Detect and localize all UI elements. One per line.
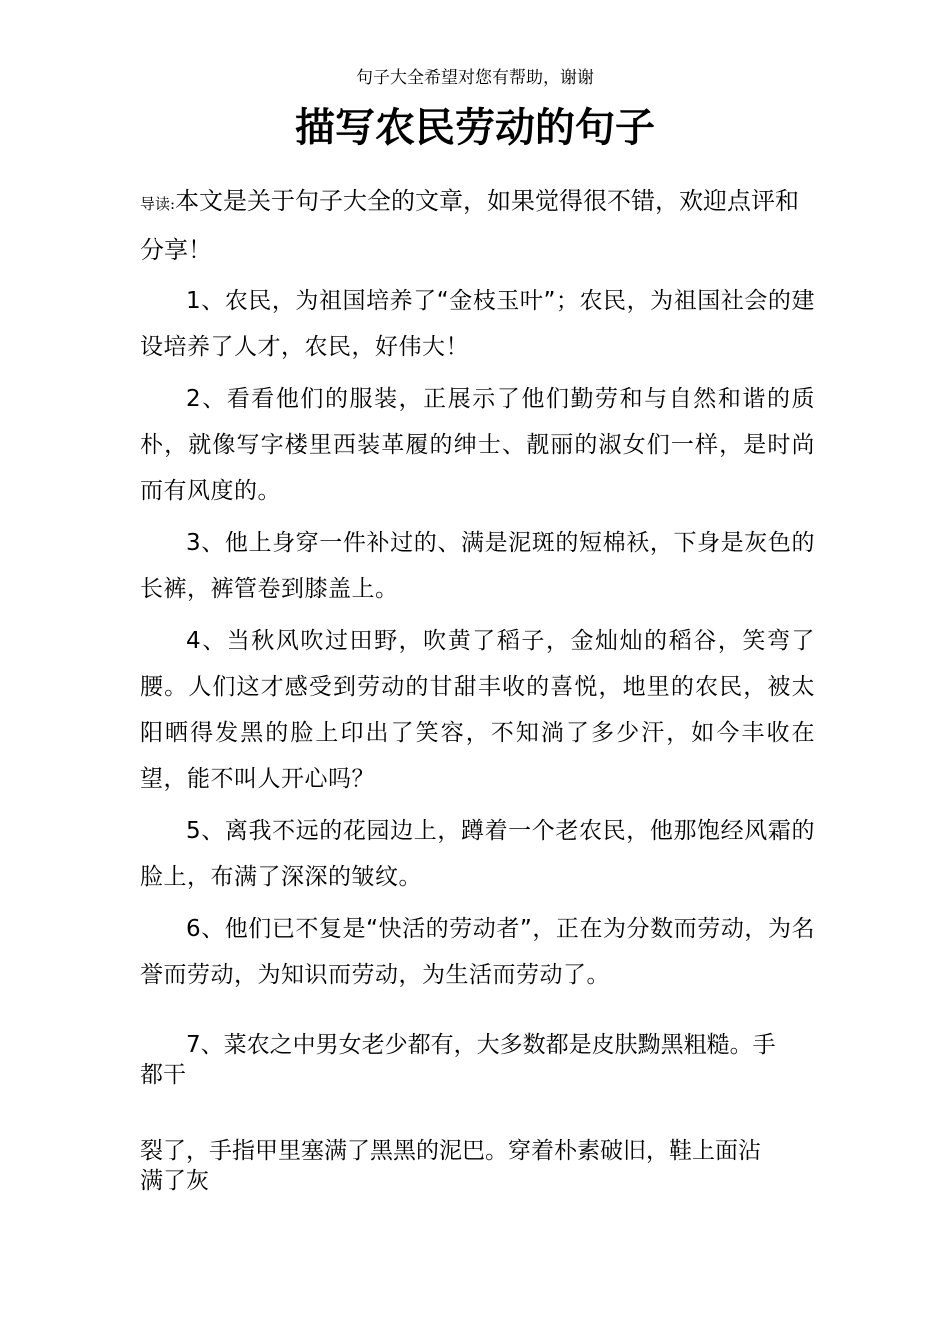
paragraph-7-line-2: 都干 <box>140 1062 186 1088</box>
paragraph-3: 3、他上身穿一件补过的、满是泥斑的短棉袄，下身是灰色的长裤，裤管卷到膝盖上。 <box>140 530 815 602</box>
paragraph-7-line-4: 满了灰 <box>140 1168 209 1194</box>
page-title: 描写农民劳动的句子 <box>295 105 655 151</box>
intro-paragraph <box>140 178 815 273</box>
paragraph-1: 1、农民，为祖国培养了“金枝玉叶”；农民，为祖国社会的建设培养了人才，农民，好伟大！ <box>140 288 815 360</box>
paragraph-7-part-2 <box>140 1136 815 1196</box>
paragraph-7-line-1: 7、菜农之中男女老少都有，大多数都是皮肤黝黑粗糙。手 <box>186 1032 776 1058</box>
intro-text: 本文是关于句子大全的文章，如果觉得很不错，欢迎点评和分享！ <box>140 187 800 264</box>
body-text <box>140 278 815 1004</box>
paragraph-5: 5、离我不远的花园边上，蹲着一个老农民，他那饱经风霜的脸上，布满了深深的皱纹。 <box>140 818 815 890</box>
paragraph-6: 6、他们已不复是“快活的劳动者”，正在为分数而劳动，为名誉而劳动，为知识而劳动，为生活而劳动了。 <box>140 916 815 988</box>
paragraph-2: 2、看看他们的服装，正展示了他们勤劳和与自然和谐的质朴，就像写字楼里西装革履的绅士、靓丽的淑女们一样，是时尚而有风度的。 <box>140 386 815 504</box>
paragraph-7-line-3: 裂了，手指甲里塞满了黑黑的泥巴。穿着朴素破旧，鞋上面沾 <box>140 1138 761 1164</box>
paragraph-7-part-1 <box>140 1030 815 1090</box>
intro-label: 导读: <box>140 195 176 213</box>
header-note: 句子大全希望对您有帮助，谢谢 <box>356 68 594 88</box>
paragraph-4: 4、当秋风吹过田野，吹黄了稻子，金灿灿的稻谷，笑弯了腰。人们这才感受到劳动的甘甜丰收的喜悦，地里的农民，被太阳晒得发黑的脸上印出了笑容，不知淌了多少汗，如今丰收在望，能不叫人开心吗？ <box>140 628 815 792</box>
